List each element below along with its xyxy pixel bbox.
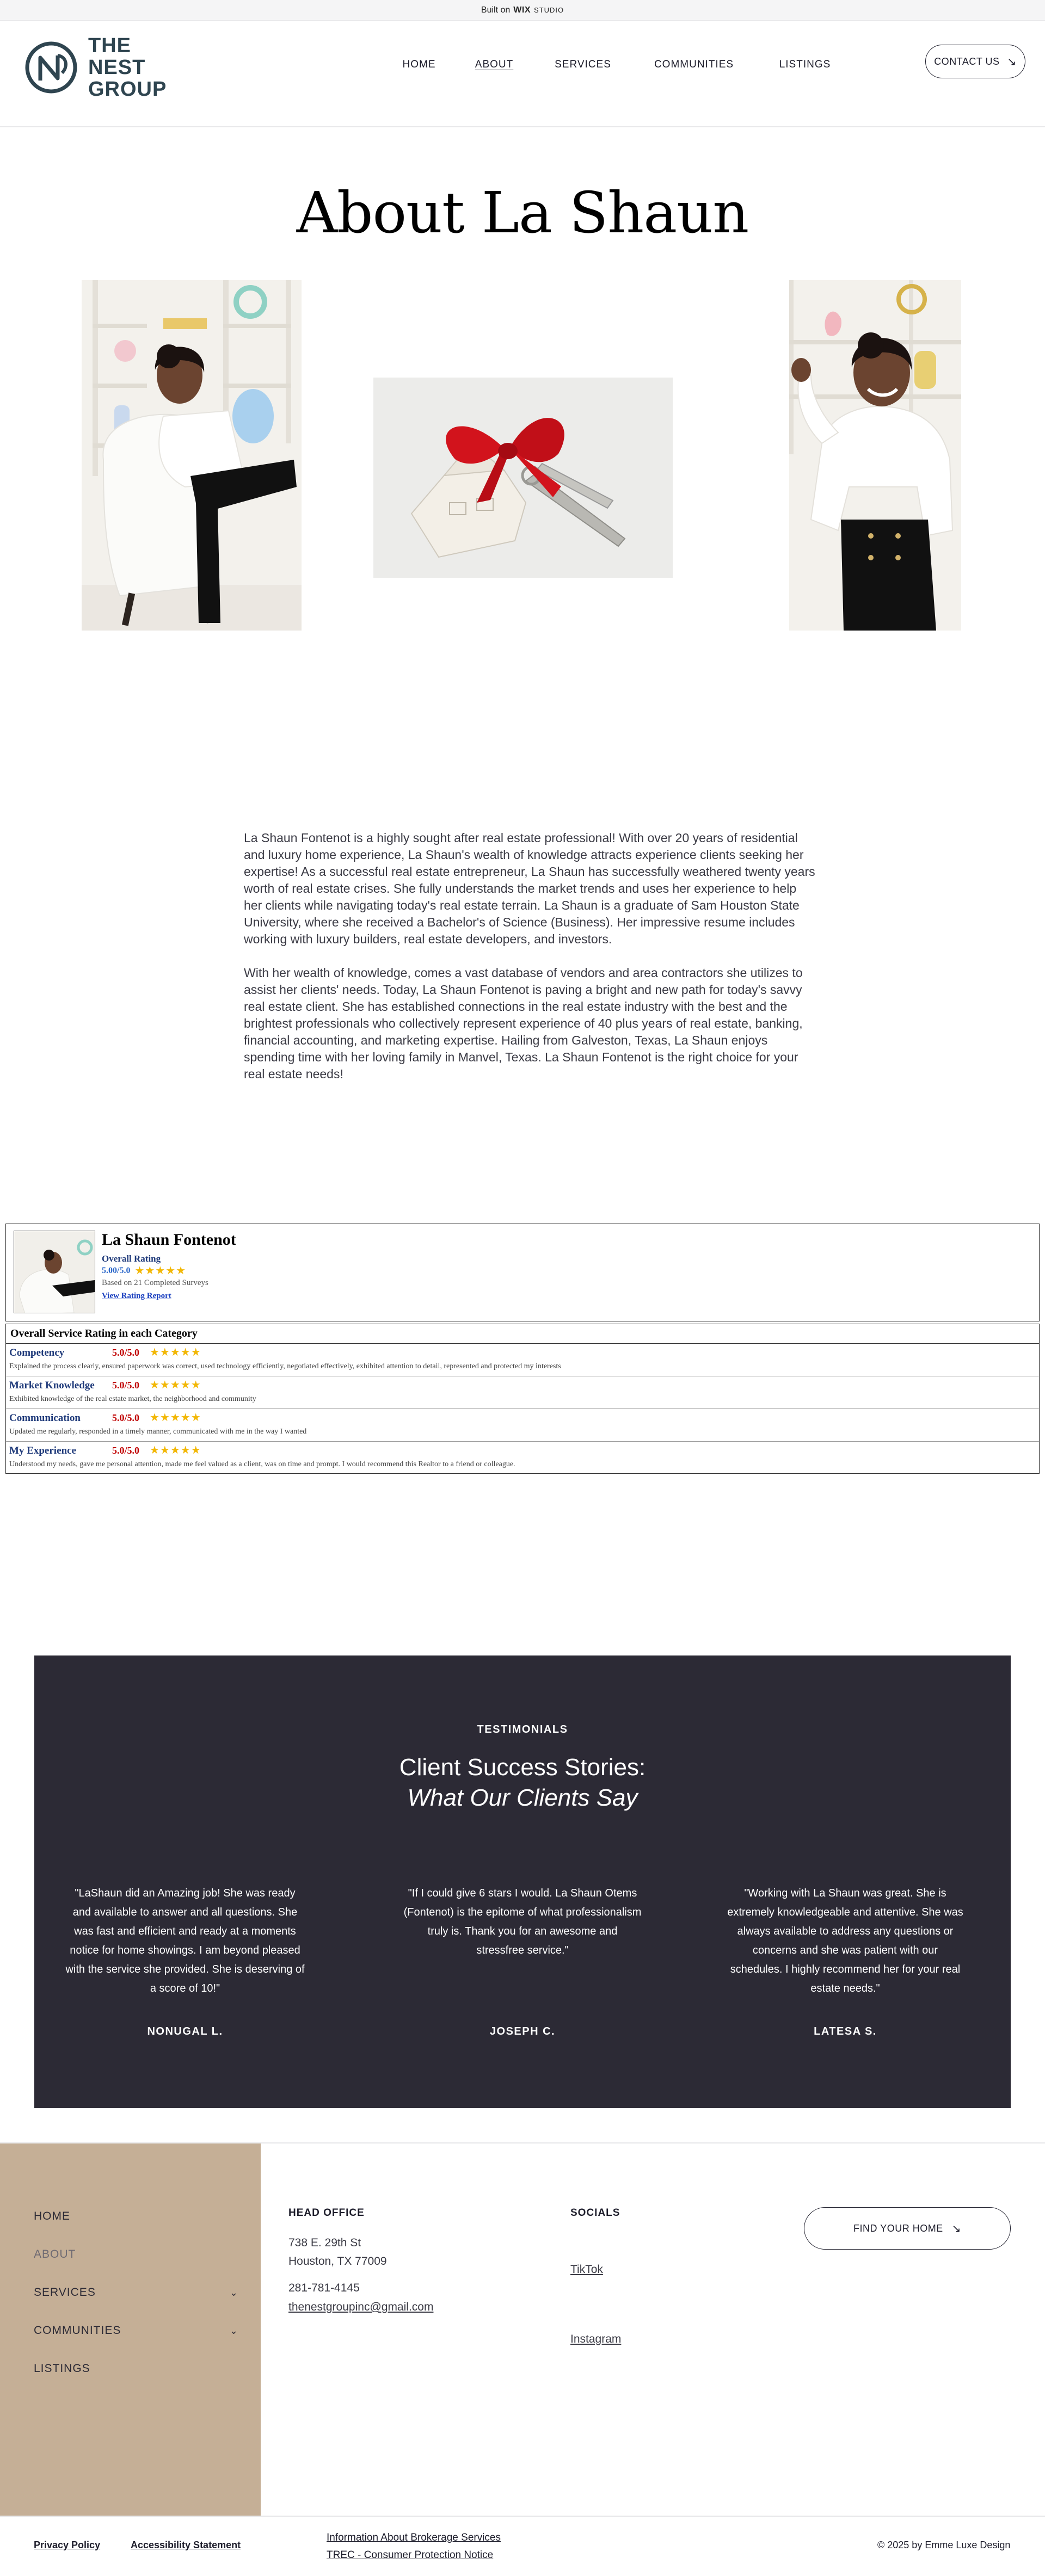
footer-nav-label: COMMUNITIES — [34, 2324, 121, 2337]
trec-notice-link[interactable]: TREC - Consumer Protection Notice — [327, 2549, 494, 2561]
category-row — [6, 1376, 1039, 1409]
logo-line-2: NEST — [88, 56, 146, 79]
wix-bar-suffix: STUDIO — [533, 6, 564, 14]
nav-communities[interactable]: COMMUNITIES — [654, 59, 734, 70]
category-row — [6, 1442, 1039, 1474]
testimonials-section — [34, 1655, 1011, 2108]
rating-summary-card — [5, 1224, 1040, 1321]
phone-number: 281-781-4145 — [288, 2282, 360, 2294]
overall-rating-label: Overall Rating — [102, 1253, 161, 1264]
site-header — [0, 21, 1045, 127]
category-stars-icon: ★★★★★ — [150, 1346, 201, 1358]
agent-name: La Shaun Fontenot — [102, 1231, 236, 1249]
overall-stars-icon: ★★★★★ — [134, 1265, 187, 1277]
footer-nav-label: SERVICES — [34, 2286, 96, 2299]
socials-title: SOCIALS — [570, 2207, 620, 2219]
category-ratings-heading: Overall Service Rating in each Category — [6, 1324, 1039, 1344]
address-line-1: 738 E. 29th St — [288, 2237, 361, 2249]
category-description: Explained the process clearly, ensured paperwork was correct, used technology efficiently, negotiated effectively, exhibited attention to detail, represented and protected my interests — [9, 1362, 561, 1370]
footer-nav-listings[interactable] — [34, 2362, 238, 2375]
portrait-standing-illustration — [789, 280, 961, 631]
bio-paragraph-1: La Shaun Fontenot is a highly sought after real estate professional! With over 20 years of residential and luxury home experience, La Shaun's wealth of knowledge attracts experience clients seeking her expertise! As a successful real estate entrepreneur, La Shaun has successfully weathered twenty years worth of real estate crises. She fully understands the market trends and uses her experience to help her clients while navigating today's real estate terrain. La Shaun is a graduate of Sam Houston State University, where she received a Bachelor's of Science (Business). Her impressive resume includes working with luxury builders, real estate developers, and investors. — [244, 831, 815, 946]
chevron-down-icon[interactable]: ⌄ — [229, 2325, 238, 2336]
overall-score-row — [102, 1265, 186, 1276]
logo-line-3: GROUP — [88, 78, 167, 101]
portrait-standing-photo — [789, 280, 961, 631]
surveys-count: Based on 21 Completed Surveys — [102, 1278, 208, 1287]
chevron-down-icon[interactable]: ⌄ — [229, 2287, 238, 2298]
nav-listings[interactable]: LISTINGS — [779, 59, 831, 70]
category-name: Communication — [9, 1412, 81, 1424]
footer-nav-about[interactable] — [34, 2248, 238, 2261]
category-name: Competency — [9, 1347, 65, 1358]
arrow-down-right-icon: ↘ — [951, 2222, 961, 2235]
testimonials-title-line-1: Client Success Stories: — [399, 1754, 646, 1781]
category-stars-icon: ★★★★★ — [150, 1379, 201, 1391]
main-nav — [392, 53, 840, 76]
logo-line-1: THE — [88, 34, 131, 57]
footer-bottom-divider — [0, 2516, 1045, 2517]
overall-score: 5.00/5.0 — [102, 1266, 131, 1275]
contact-us-button[interactable] — [925, 45, 1025, 78]
wix-bar-prefix: Built on — [481, 5, 511, 15]
category-description: Exhibited knowledge of the real estate market, the neighborhood and community — [9, 1395, 256, 1403]
testimonials-title — [34, 1752, 1011, 1813]
nav-services[interactable]: SERVICES — [555, 59, 611, 70]
footer-nav-label: HOME — [34, 2210, 70, 2222]
arrow-down-right-icon: ↘ — [1007, 55, 1017, 68]
testimonial-quote-2: "If I could give 6 stars I would. La Shaun Otems (Fontenot) is the epitome of what professionalism truly is. Thank you for an awesome and stressfree service." — [403, 1887, 642, 1956]
footer-nav-home[interactable] — [34, 2210, 238, 2223]
testimonials-eyebrow: TESTIMONIALS — [477, 1723, 568, 1735]
wix-studio-bar[interactable] — [0, 0, 1045, 21]
copyright — [877, 2540, 1010, 2551]
footer-nav-label: LISTINGS — [34, 2362, 90, 2375]
instagram-link[interactable]: Instagram — [570, 2333, 622, 2345]
logo-wordmark — [88, 35, 167, 100]
view-rating-report-link[interactable]: View Rating Report — [102, 1292, 171, 1300]
copyright-prefix: © 2025 by — [877, 2540, 923, 2550]
house-keys-illustration — [373, 378, 673, 578]
bio-section — [244, 830, 816, 1083]
category-description: Understood my needs, gave me personal attention, made me feel valued as a client, was on time and prompt. I would recommend this Realtor to a friend or colleague. — [9, 1460, 515, 1468]
testimonials-title-italic: What Our Clients Say — [407, 1784, 638, 1811]
footer-nav-label: ABOUT — [34, 2248, 76, 2260]
testimonial-author-3: LATESA S. — [814, 2025, 877, 2037]
testimonial-quote-1: "LaShaun did an Amazing job! She was ready and available to answer and all questions. She was fast and efficient and ready at a moments notice for home showings. I am beyond pleased with the service she provided. She is deserving of a score of 10!" — [65, 1887, 305, 1994]
privacy-policy-link[interactable]: Privacy Policy — [34, 2540, 101, 2550]
nest-logo-icon — [24, 35, 78, 100]
footer-nav-services[interactable] — [34, 2286, 238, 2299]
address-line-2: Houston, TX 77009 — [288, 2255, 387, 2268]
brokerage-info-link[interactable]: Information About Brokerage Services — [327, 2532, 501, 2543]
bio-paragraph-2: With her wealth of knowledge, comes a vast database of vendors and area contractors she utilizes to assist her clients' needs. Today, La Shaun Fontenot is paving a bright and new path for today's savvy real estate client. She has established connections in the real estate industry with the best and the brightest professionals who collectively represent experience of 40 plus years of real estate, banking, financial accounting, and marketing expertise. Hailing from Galveston, Texas, La Shaun enjoys spending time with her loving family in Manvel, Texas. La Shaun Fontenot is the right choice for your real estate needs! — [244, 966, 803, 1081]
testimonials-title-line-2 — [34, 1783, 1011, 1813]
site-logo[interactable] — [24, 35, 167, 100]
accessibility-statement-link[interactable]: Accessibility Statement — [131, 2540, 241, 2550]
find-your-home-button[interactable] — [804, 2207, 1011, 2250]
category-description: Updated me regularly, responded in a timely manner, communicated with me in the way I wanted — [9, 1428, 307, 1436]
category-row — [6, 1409, 1039, 1442]
category-stars-icon: ★★★★★ — [150, 1444, 201, 1456]
contact-us-label: CONTACT US — [934, 55, 1000, 67]
category-stars-icon: ★★★★★ — [150, 1412, 201, 1424]
category-row — [6, 1344, 1039, 1376]
tiktok-link[interactable]: TikTok — [570, 2263, 603, 2276]
category-score: 5.0/5.0 — [112, 1347, 140, 1358]
portrait-seated-illustration — [82, 280, 302, 631]
house-keys-photo — [373, 378, 673, 578]
wix-bar-brand: WIX — [513, 5, 531, 15]
category-score: 5.0/5.0 — [112, 1412, 140, 1423]
footer-nav-panel — [0, 2143, 261, 2516]
category-ratings-card — [5, 1324, 1040, 1474]
nav-home[interactable]: HOME — [402, 59, 436, 70]
testimonial-author-2: JOSEPH C. — [489, 2025, 556, 2037]
designer-link[interactable]: Emme Luxe Design — [925, 2540, 1011, 2550]
category-name: My Experience — [9, 1445, 76, 1456]
find-your-home-label: FIND YOUR HOME — [853, 2222, 943, 2234]
portrait-seated-photo — [82, 280, 302, 631]
page-title: About La Shaun — [296, 180, 749, 246]
email-link[interactable]: thenestgroupinc@gmail.com — [288, 2301, 434, 2313]
head-office-title: HEAD OFFICE — [288, 2207, 365, 2219]
category-score: 5.0/5.0 — [112, 1445, 140, 1456]
agent-avatar-illustration — [14, 1231, 95, 1313]
category-name: Market Knowledge — [9, 1380, 95, 1391]
agent-avatar — [14, 1231, 95, 1313]
testimonial-quote-3: "Working with La Shaun was great. She is extremely knowledgeable and attentive. She was always available to address any questions or concerns and she was patient with our schedules. I highly recommend her for your real estate needs." — [727, 1887, 963, 1994]
category-score: 5.0/5.0 — [112, 1380, 140, 1391]
testimonial-author-1: NONUGAL L. — [147, 2025, 223, 2037]
nav-about[interactable]: ABOUT — [475, 59, 514, 70]
footer-nav-communities[interactable] — [34, 2324, 238, 2337]
